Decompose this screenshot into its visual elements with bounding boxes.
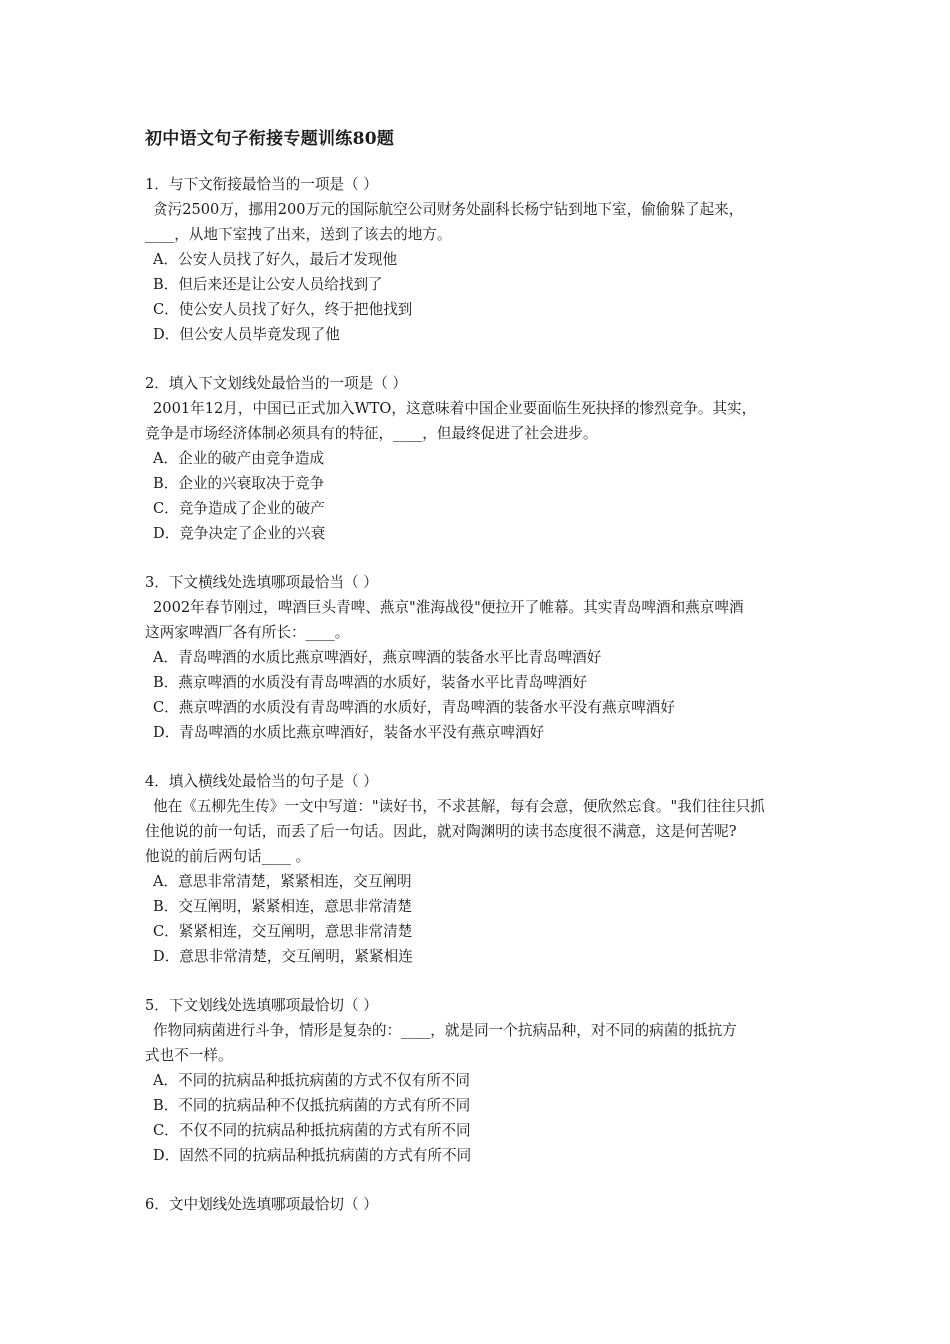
option-a: A．不同的抗病品种抵抗病菌的方式不仅有所不同 <box>153 1072 471 1089</box>
option-d: D．意思非常清楚，交互阐明，紧紧相连 <box>153 948 413 965</box>
passage-line: 式也不一样。 <box>145 1047 233 1064</box>
question-stem: 2．填入下文划线处最恰当的一项是（ ） <box>145 375 408 392</box>
question-stem: 1．与下文衔接最恰当的一项是（ ） <box>145 176 378 193</box>
question-4 <box>145 769 820 969</box>
option-d: D．固然不同的抗病品种抵抗病菌的方式有所不同 <box>153 1147 472 1164</box>
option-b: B．燕京啤酒的水质没有青岛啤酒的水质好，装备水平比青岛啤酒好 <box>153 674 587 691</box>
question-2 <box>145 371 820 546</box>
question-stem: 6．文中划线处选填哪项最恰切（ ） <box>145 1196 378 1213</box>
option-d: D．青岛啤酒的水质比燕京啤酒好，装备水平没有燕京啤酒好 <box>153 724 545 741</box>
passage-line: ____，从地下室拽了出来，送到了该去的地方。 <box>145 226 452 243</box>
option-c: C．使公安人员找了好久，终于把他找到 <box>153 301 413 318</box>
option-a: A．企业的破产由竞争造成 <box>153 450 325 467</box>
passage-line: 他说的前后两句话____ 。 <box>145 848 311 865</box>
option-b: B．但后来还是让公安人员给找到了 <box>153 276 383 293</box>
question-1 <box>145 172 820 347</box>
option-b: B．企业的兴衰取决于竞争 <box>153 475 325 492</box>
question-3 <box>145 570 820 745</box>
option-b: B．交互阐明，紧紧相连，意思非常清楚 <box>153 898 412 915</box>
passage-line: 住他说的前一句话，而丢了后一句话。因此，就对陶渊明的读书态度很不满意，这是何苦呢? <box>145 823 737 840</box>
option-d: D．但公安人员毕竟发现了他 <box>153 326 340 343</box>
question-stem: 4．填入横线处最恰当的句子是（ ） <box>145 773 378 790</box>
passage-line: 他在《五柳先生传》一文中写道："读好书，不求甚解，每有会意，便欣然忘食。"我们往往只抓 <box>153 798 765 815</box>
question-5 <box>145 993 820 1168</box>
passage-line: 作物同病菌进行斗争，情形是复杂的：____，就是同一个抗病品种，对不同的病菌的抵抗方 <box>153 1022 737 1039</box>
option-c: C．紧紧相连，交互阐明，意思非常清楚 <box>153 923 413 940</box>
question-stem: 5．下文划线处选填哪项最恰切（ ） <box>145 997 378 1014</box>
passage-line: 这两家啤酒厂各有所长：____。 <box>145 624 350 641</box>
passage-line: 2001年12月，中国已正式加入WTO，这意味着中国企业要面临生死抉择的惨烈竞争。其实， <box>153 400 757 417</box>
question-stem: 3．下文横线处选填哪项最恰当（ ） <box>145 574 378 591</box>
option-c: C．燕京啤酒的水质没有青岛啤酒的水质好，青岛啤酒的装备水平没有燕京啤酒好 <box>153 699 675 716</box>
question-6 <box>145 1192 820 1217</box>
document-title: 初中语文句子衔接专题训练80题 <box>145 129 395 149</box>
option-a: A．青岛啤酒的水质比燕京啤酒好，燕京啤酒的装备水平比青岛啤酒好 <box>153 649 602 666</box>
passage-line: 贪污2500万，挪用200万元的国际航空公司财务处副科长杨宁钻到地下室，偷偷躲了起来， <box>153 201 744 218</box>
option-c: C．竞争造成了企业的破产 <box>153 500 325 517</box>
passage-line: 2002年春节刚过，啤酒巨头青啤、燕京"淮海战役"便拉开了帷幕。其实青岛啤酒和燕京啤酒 <box>153 599 744 616</box>
option-b: B．不同的抗病品种不仅抵抗病菌的方式有所不同 <box>153 1097 471 1114</box>
option-c: C．不仅不同的抗病品种抵抗病菌的方式有所不同 <box>153 1122 471 1139</box>
option-a: A．意思非常清楚，紧紧相连，交互阐明 <box>153 873 412 890</box>
passage-line: 竞争是市场经济体制必须具有的特征，____，但最终促进了社会进步。 <box>145 425 598 442</box>
option-d: D．竞争决定了企业的兴衰 <box>153 525 326 542</box>
option-a: A．公安人员找了好久，最后才发现他 <box>153 251 398 268</box>
